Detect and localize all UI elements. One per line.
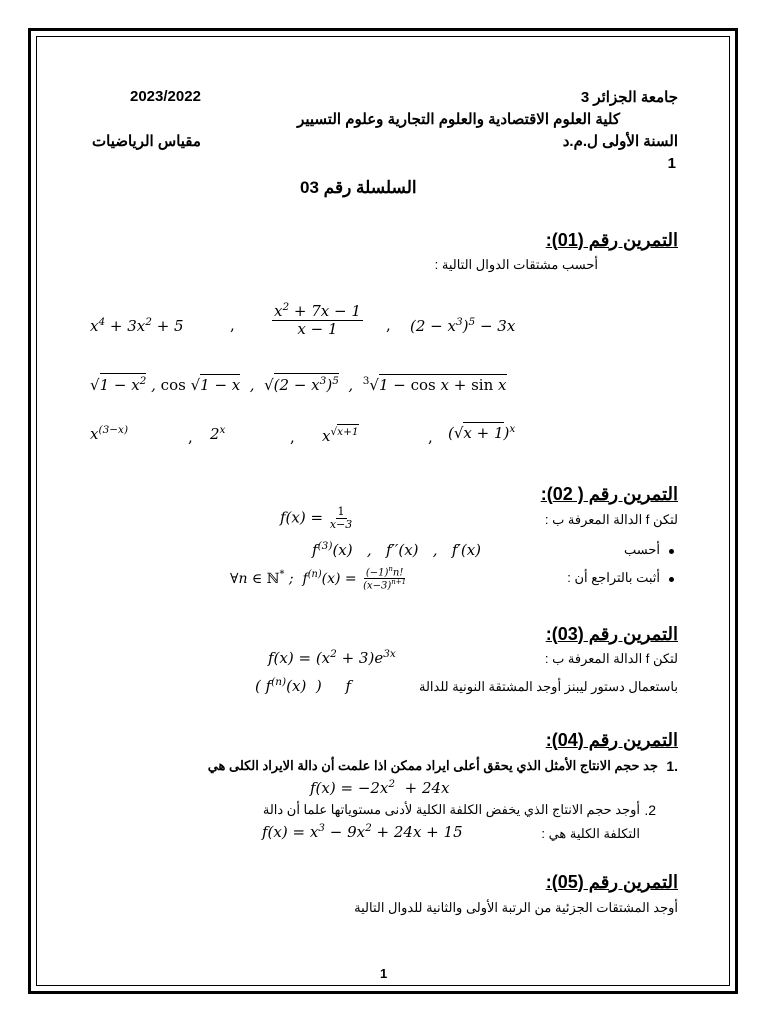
ex3-function: $f(x) = (x^2 + 3)e^{3x}$ (268, 648, 396, 667)
separator: , (290, 428, 295, 446)
separator: , (428, 428, 433, 446)
ex4-q2-text: أوجد حجم الانتاج الذي يخفض الكلفة الكلية لأدنى مستوياتها علما أن دالة (262, 802, 640, 817)
study-level: السنة الأولى ل.م.د (562, 133, 678, 150)
exercise-3-title: التمرين رقم (03): (545, 624, 678, 644)
exercise-4-title: التمرين رقم (04): (545, 730, 678, 750)
ex2-function: f(x) = $\frac{1}{x-3}$ (280, 505, 353, 532)
exercise-2-title: التمرين رقم ( 02): (540, 484, 678, 504)
ex2-derivatives: $f^{(3)}(x)$ , f′′(x) , f′(x) (312, 540, 482, 559)
bullet (669, 577, 674, 582)
exercise-1-title: التمرين رقم (01): (545, 230, 678, 250)
ex2-nth-derivative: ∀n ∈ ℕ* ; $f^{(n)}(x)$ = $\frac{(-1)^nn!}{(x-3)^{n+1}}$ (230, 565, 407, 592)
exercise-5-title: التمرين رقم (05): (545, 872, 678, 892)
ex1-func-6: 2$^x$ (210, 424, 226, 443)
ex4-q1-number: 1. (666, 758, 678, 774)
separator: , (230, 316, 235, 334)
series-title: السلسلة رقم 03 (300, 178, 417, 197)
ex1-func-5: $x^{(3-x)}$ (90, 424, 129, 443)
separator: , (386, 316, 391, 334)
bullet (669, 549, 674, 554)
module-name: مقياس الرياضيات (92, 133, 201, 150)
ex4-revenue-function: $f(x) = -2x^2 + 24x$ (310, 778, 450, 797)
ex1-func-2: $\frac{x^2 + 7x - 1}{x - 1}$ (274, 301, 361, 338)
ex2-prove-label: أثبت بالتراجع أن : (567, 570, 660, 585)
page-number: 1 (380, 966, 388, 981)
exercise-1-instruction: أحسب مشتقات الدوال التالية : (434, 257, 598, 272)
exercise-5-instruction: أوجد المشتقات الجزئية من الرتبة الأولى والثانية للدوال التالية (354, 900, 678, 915)
exercise-2-given: لتكن f الدالة المعرفة ب : (544, 512, 678, 527)
ex1-func-7: $x^{√x+1}$ (322, 426, 359, 445)
exercise-3-leibniz: باستعمال دستور ليبنز أوجد المشتقة النونية للدالة (418, 679, 678, 694)
ex2-compute-label: أحسب (623, 542, 660, 557)
ex1-func-3: $(2 - x^3)^5 - 3x$ (410, 316, 516, 335)
ex4-q1-text: جد حجم الانتاج الأمثل الذي يحقق أعلى ايراد ممكن اذا علمت أن دالة الايراد الكلى هي (207, 758, 658, 773)
ex1-func-8: $(√x + 1)^x$ (448, 423, 516, 442)
faculty-name: كلية العلوم الاقتصادية والعلوم التجارية وعلوم التسيير (297, 111, 620, 128)
module-number: 1 (667, 155, 676, 172)
ex1-func-1: $x^4 + 3x^2 + 5$ (90, 316, 184, 335)
academic-year: 2023/2022 (130, 88, 201, 105)
ex4-q2-text-b: التكلفة الكلية هي : (541, 826, 640, 841)
ex4-q2-number: .2 (644, 802, 656, 818)
university-name: جامعة الجزائر 3 (580, 89, 678, 106)
exercise-3-given: لتكن f الدالة المعرفة ب : (544, 651, 678, 666)
ex4-cost-function: $f(x) = x^3 - 9x^2 + 24x + 15$ (262, 822, 463, 841)
ex3-target: ( $f^{(n)}(x)$ ) f (255, 676, 352, 695)
ex1-func-4: $√1 - x^2$ , cos √1 − x , $√(2 - x^3)^5$ , $^3$√1 − cos x + sin x (90, 375, 507, 394)
separator: , (188, 428, 193, 446)
